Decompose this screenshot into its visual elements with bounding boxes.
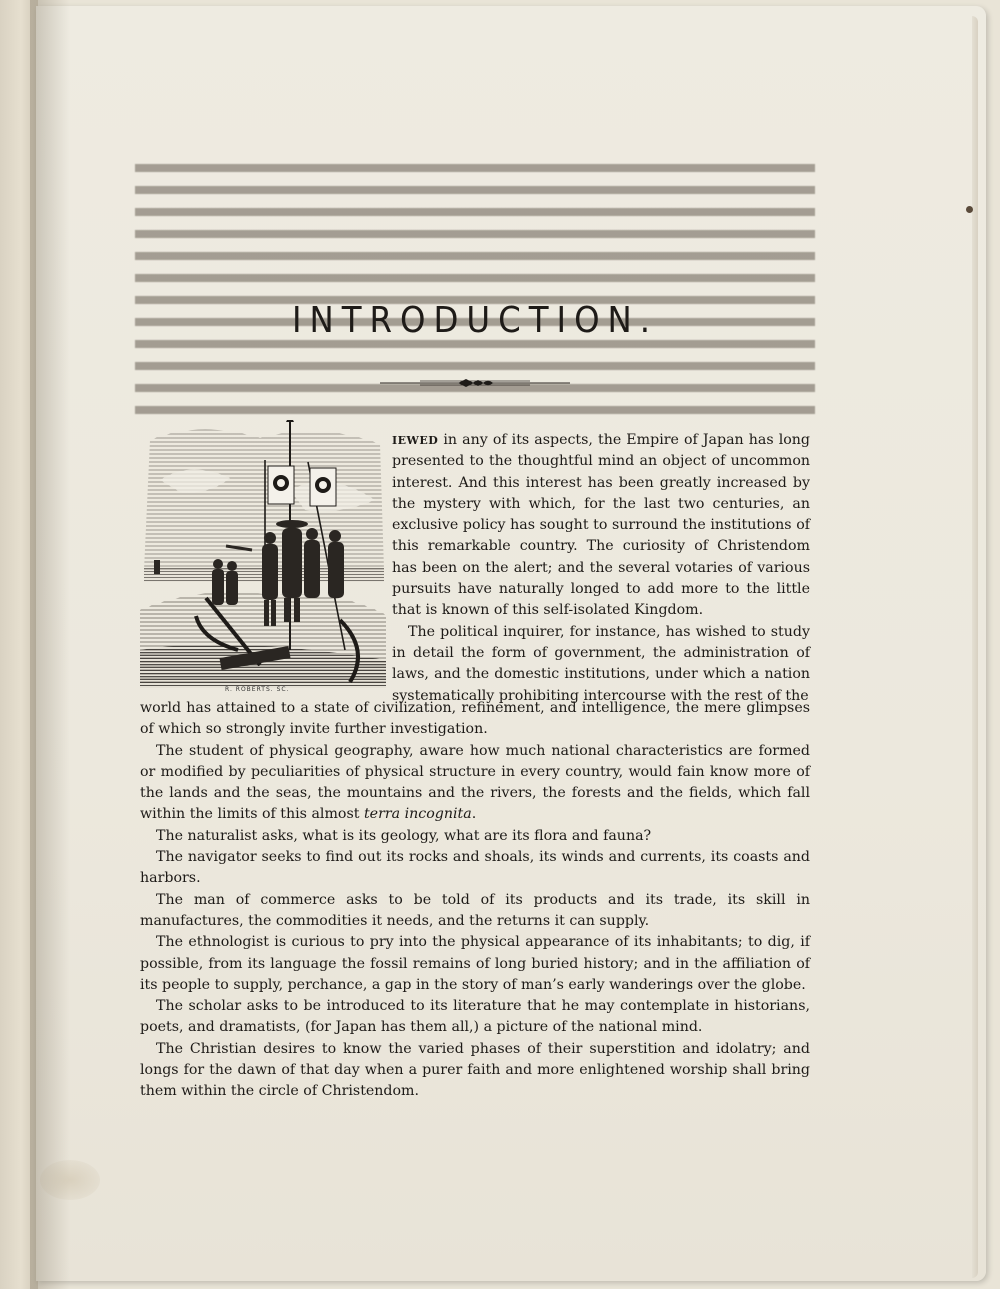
italic-term: terra incognita [363,806,472,823]
wrapped-text-block [392,430,810,707]
paragraph-political: The political inquirer, for instance, has wished to study in detail the form of government, the administration of laws, and the domestic institutions, under which a nation systematically prohibiting intercourse with the rest of the [392,623,810,704]
paper-stain [40,1160,100,1200]
page-edge [972,16,978,1278]
engraving-illustration [140,420,386,695]
paragraph-naturalist: The naturalist asks, what is its geology, what are its flora and fauna? [156,827,652,844]
page-title: INTRODUCTION. [291,300,659,341]
paragraph-text: . [471,806,477,823]
paragraph-text: in any of its aspects, the Empire of Japan has long presented to the thoughtful mind an object of uncommon interest. And this interest has been greatly increased by the mystery with which, for the last two centuries, an exclusive policy has sought to surround the institutions of this remarkable country. The curiosity of Christendom has been on the alert; and the several votaries of various pursuits have naturally longed to add more to the little that is known of this self-isolated Kingdom. [392,432,810,619]
paragraph-navigator: The navigator seeks to find out its rocks and shoals, its winds and currents, its coasts and harbors. [140,849,810,887]
paragraph-scholar: The scholar asks to be introduced to its literature that he may contemplate in historians, poets, and dramatists, (for Japan has them all,) a picture of the national mind. [140,998,810,1036]
paragraph-text: The student of physical geography, aware how much national characteristics are formed or modified by peculiarities of physical structure in every country, would fain know more of the lands and the seas, the mountains and the rivers, the forests and the fields, which fall within the limits of this almost [140,742,810,823]
paragraph-geography [140,741,810,826]
ink-speck [966,206,973,213]
facing-page-edge [0,0,38,1289]
paragraph-opening [392,430,810,622]
drop-word: IEWED [392,434,439,447]
full-text-block [140,698,810,1103]
paragraph-christian: The Christian desires to know the varied phases of their superstition and idolatry; and longs for the dawn of that day when a purer faith and more enlightened worship shall bring them within the circle of Christendom. [140,1040,810,1100]
ornamental-rule [380,376,570,390]
engraver-signature: R. ROBERTS. SC. [225,686,290,693]
paragraph-ethnologist: The ethnologist is curious to pry into the physical appearance of its inhabitants; to dig, if possible, from its language the fossil remains of long buried history; and in the affiliation of its people to supply, perchance, a gap in the story of man’s early wanderings over the globe. [140,934,810,993]
paragraph-commerce: The man of commerce asks to be told of its products and its trade, its skill in manufactures, the commodities it needs, and the returns it can supply. [140,891,810,929]
paragraph-political-continued: world has attained to a state of civilization, refinement, and intelligence, the mere glimpses of which so strongly invite further investigation. [140,700,810,738]
